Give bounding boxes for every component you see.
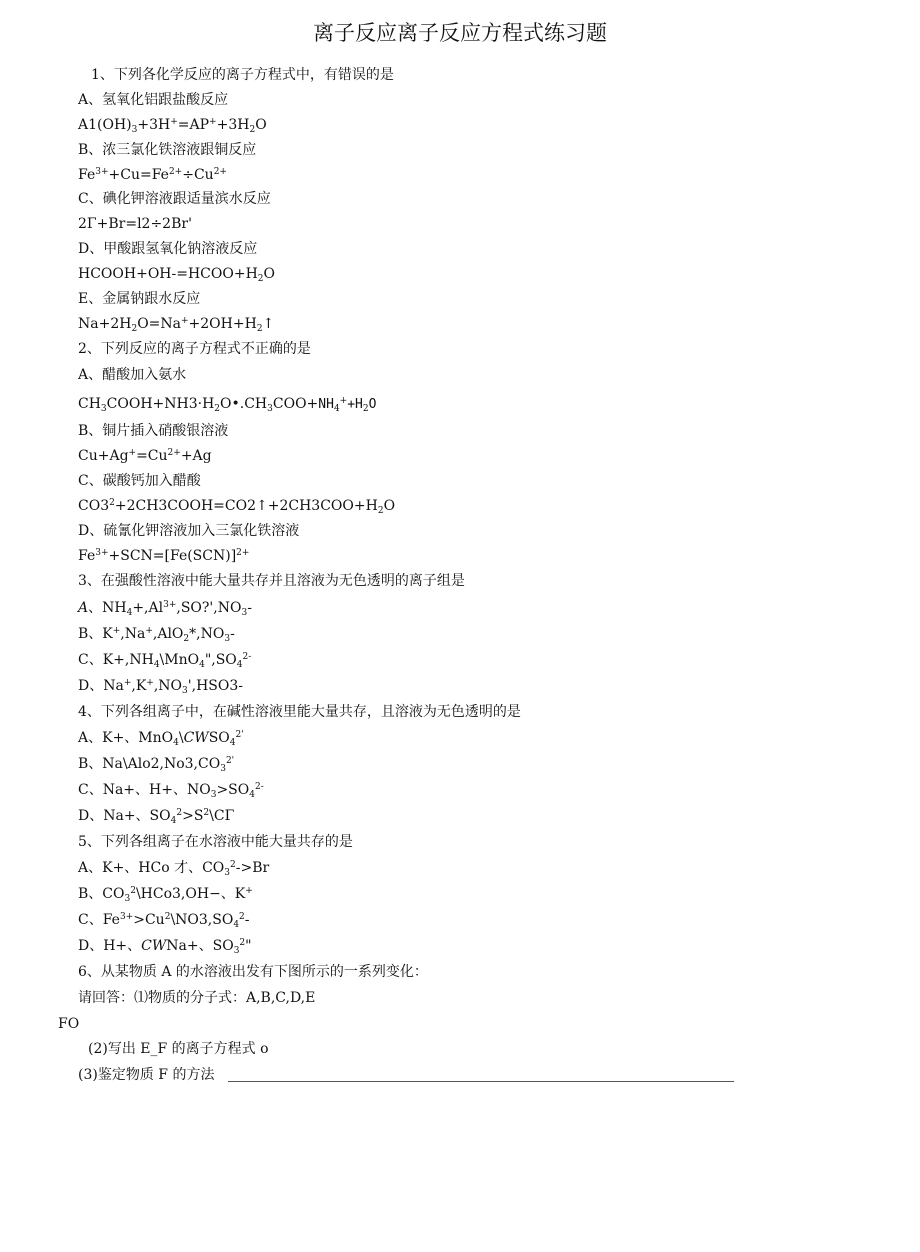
q1-option-a-equation: $A1(OH)_3+3H^+=AP^++3H_2O$ [78,117,267,135]
question-3-stem: 3、在强酸性溶液中能大量共存并且溶液为无色透明的离子组是 [78,573,465,589]
q4-option-d: D、Na+、$SO_4^2>S^2\backslash C\Gamma$ [78,808,235,826]
question-5-stem: 5、下列各组离子在水溶液中能大量共存的是 [78,834,353,850]
q1-option-e-label: E、金属钠跟水反应 [78,291,201,307]
q1-option-d-equation: $HCOOH+OH-=HCOO+H_2O$ [78,266,275,284]
q2-option-b-label: B、铜片插入硝酸银溶液 [78,423,229,439]
q3-option-c: C、$K+,NH_4\backslash MnO_4",SO_4^{2-}$ [78,652,252,670]
document-title: 离子反应离子反应方程式练习题 [313,21,607,45]
q3-option-a: A、$NH_4+,Al^{3+},SO?',NO_3-$ [78,600,252,618]
q4-option-c: C、Na+、H+、$NO_3>SO_4^{2-}$ [78,782,264,800]
q1-option-d-label: D、甲酸跟氢氧化钠溶液反应 [78,241,258,257]
q1-option-c-label: C、碘化钾溶液跟适量滨水反应 [78,191,271,207]
q5-option-c: C、$Fe^{3+}>Cu^2\backslash NO3,SO_4^2-$ [78,912,250,930]
q1-option-e-equation: $Na+2H_2O=Na^++2OH+H_2↑$ [78,316,275,334]
answer-blank-line[interactable] [228,1081,734,1082]
q6-answer-1-continued: FO [58,1016,80,1032]
q5-option-a: A、K+、HCo 才、$CO_3^2->Br$ [78,860,270,878]
q2-option-c-equation: $CO3^2+2CH3COOH=CO2↑+2CH3COO+H_2O$ [78,498,396,516]
q5-option-b: B、$CO_3^2\backslash HCo3,OH-$、K+ [78,886,253,904]
q6-answer-3: (3)鉴定物质 F 的方法 [78,1067,215,1083]
q1-option-a-label: A、氢氧化铝跟盐酸反应 [78,92,229,108]
q6-answer-1: 请回答：⑴物质的分子式：A,B,C,D,E [78,990,316,1006]
q1-option-b-equation: $Fe^{3+}+Cu=Fe^{2+}\div Cu^{2+}$ [78,167,227,183]
q3-option-d: D、$Na^+,K^+,NO_3',HSO3-$ [78,678,243,696]
q2-option-d-equation: $Fe^{3+}+SCN=[Fe(SCN)]^{2+}$ [78,548,250,564]
q1-option-c-equation: 2Γ+Br=l2÷2Br' [78,216,192,232]
q1-option-b-label: B、浓三氯化铁溶液跟铜反应 [78,142,257,158]
q4-option-a: A、K+、$MnO_4\backslash CWSO_4^{2'}$ [78,730,244,748]
q4-option-b: B、$Na\backslash Alo2,No3,CO_3^{2'}$ [78,756,235,774]
q2-option-d-label: D、硫氰化钾溶液加入三氯化铁溶液 [78,523,300,539]
q2-option-a-label: A、醋酸加入氨水 [78,367,187,383]
question-1-stem: 1、下列各化学反应的离子方程式中，有错误的是 [91,67,394,83]
q2-option-b-equation: $Cu+Ag^+=Cu^{2+}+Ag$ [78,448,212,464]
q2-option-a-equation: $CH_3COOH+NH3\cdot H_2O•.CH_3COO+NH_4^++H_2O$ [78,396,377,414]
q6-answer-2: (2)写出 E_F 的离子方程式 o [88,1041,269,1057]
q3-option-b: B、$K^+,Na^+,AlO_2*,NO_3-$ [78,626,235,644]
question-4-stem: 4、下列各组离子中，在碱性溶液里能大量共存，且溶液为无色透明的是 [78,704,521,720]
question-6-stem: 6、从某物质 A 的水溶液出发有下图所示的一系列变化： [78,964,428,980]
q2-option-c-label: C、碳酸钙加入醋酸 [78,473,201,489]
question-2-stem: 2、下列反应的离子方程式不正确的是 [78,341,311,357]
q5-option-d: D、H+、CWNa+、$SO_3^2$" [78,938,252,956]
